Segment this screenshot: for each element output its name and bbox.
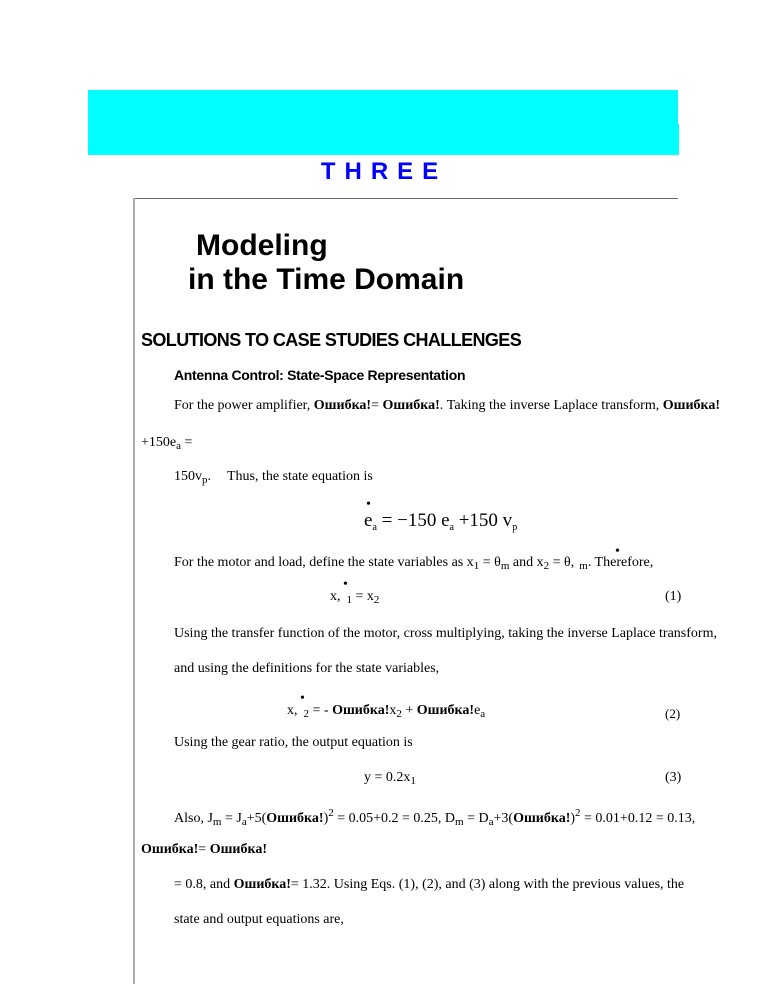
paragraph-line: $150v_p$. Thus, the state equation is xyxy=(174,469,373,486)
chapter-number: THREE xyxy=(320,158,448,185)
error-field: Ошибка! xyxy=(332,703,390,718)
error-field: Ошибка! xyxy=(313,398,372,413)
equation-2: • x, $_2$ = - $Ошибка!x_2$ + $Ошибка!e_a$ xyxy=(287,691,486,720)
chapter-banner xyxy=(88,90,678,155)
error-field: Ошибка! xyxy=(233,877,291,892)
section-heading: SOLUTIONS TO CASE STUDIES CHALLENGES xyxy=(141,330,522,350)
paragraph-line: and using the definitions for the state variables, xyxy=(174,661,440,676)
chapter-title-line-2: in the Time Domain xyxy=(188,263,465,296)
paragraph-line: state and output equations are, xyxy=(174,912,344,927)
equation-number-3: (3) xyxy=(665,770,682,785)
error-field: Ошибка! xyxy=(209,842,267,857)
equation-number-2: (2) xyxy=(665,706,681,721)
paragraph-power-amplifier: For the power amplifier, Ошибка!= Ошибка!. Taking the inverse Laplace transform, Ошибка! xyxy=(174,398,721,413)
paragraph-gear-ratio: Using the gear ratio, the output equation is xyxy=(174,735,413,750)
equation-number-1: (1) xyxy=(665,589,682,604)
equation-3: $y = 0.2x_1$ xyxy=(364,770,416,787)
state-equation-amplifier: • $e_a = -150$ $e_a +150$ $v_p$ xyxy=(364,497,518,533)
paragraph-state-variables: For the motor and load, define the state variables as $x_1 = \theta_m$ and $x_2 = \theta$, • $_m$. Therefore, xyxy=(174,544,654,572)
paragraph-transfer-function: Using the transfer function of the motor, cross multiplying, taking the inverse Laplace transform, xyxy=(174,626,717,641)
chapter-banner-edge xyxy=(676,124,679,155)
dot-derivative-icon: • xyxy=(615,544,620,559)
paragraph-line: Ошибка!= Ошибка! xyxy=(141,842,267,857)
paragraph-inertia-damping: Also, $J_m$ = $J_a+5(Ошибка!)^2 = 0.05+0.2 = 0.25$, $D_m$ = $D_a+3(Ошибка!)^2 = 0.01+0.12 = 0.13$, xyxy=(174,807,696,828)
paragraph-line: = 0.8, and Ошибка!= 1.32. Using Eqs. (1), (2), and (3) along with the previous values, the xyxy=(174,877,685,892)
frame-top-rule xyxy=(133,198,678,199)
error-field: Ошибка! xyxy=(141,842,199,857)
chapter-title-line-1: Modeling xyxy=(196,229,328,262)
dot-derivative-icon: • xyxy=(343,577,348,592)
error-field: Ошибка! xyxy=(416,703,475,718)
error-field: Ошибка! xyxy=(266,811,324,826)
equation-1: • x, $_1 = x_2$ xyxy=(330,577,380,606)
dot-derivative-icon: • xyxy=(300,691,305,706)
error-field: Ошибка! xyxy=(662,398,721,413)
dot-derivative-icon: • xyxy=(366,497,371,512)
error-field: Ошибка! xyxy=(382,398,440,413)
error-field: Ошибка! xyxy=(513,811,571,826)
subsection-heading: Antenna Control: State-Space Representation xyxy=(174,367,466,383)
frame-left-rule xyxy=(133,198,135,984)
paragraph-line: $+150e_a$ = xyxy=(141,435,193,452)
